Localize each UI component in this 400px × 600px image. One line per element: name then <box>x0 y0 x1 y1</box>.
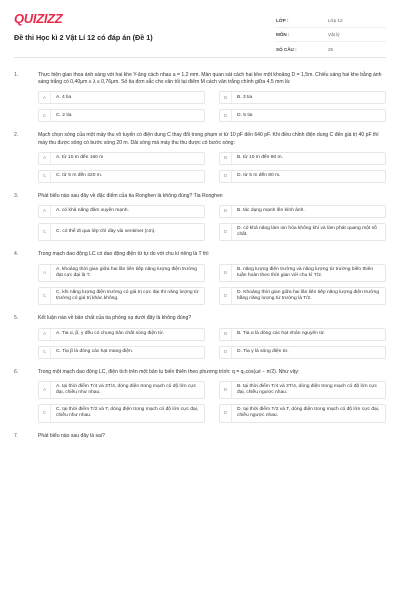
option-letter: A <box>39 153 51 164</box>
option-text: C. tại thời điểm T/2 và T, dòng điện trong mạch có độ lớn cực đại, chiều như nhau. <box>56 407 199 419</box>
document-title: Đề thi Học kì 2 Vật Lí 12 có đáp án (Đề 1) <box>14 33 153 42</box>
option-text: B. tác dụng mạnh lên kính ảnh. <box>237 208 305 214</box>
answer-option[interactable] <box>219 381 386 399</box>
question-text: Trong mạch dao động LC có dao động điện từ tự do với chu kì riêng là T thì <box>38 251 209 258</box>
quizizz-logo: QUIZIZZ <box>14 11 63 26</box>
option-letter: C <box>39 405 51 421</box>
option-letter: B <box>220 382 232 398</box>
question-header <box>14 72 386 86</box>
answer-option[interactable] <box>38 91 205 104</box>
option-text: D. Tia γ là sóng điện từ. <box>237 349 289 355</box>
question-list <box>14 58 386 440</box>
meta-row-subject <box>276 28 386 42</box>
option-text: A. Tia α, β, γ đều có chung bản chất sóng điện từ. <box>56 331 165 337</box>
option-text: A. khoảng thời gian giữa hai lần liên tiếp năng lượng điện trường đạt cực đại là T. <box>56 266 197 278</box>
question-number: 7. <box>14 432 19 439</box>
answer-option[interactable] <box>219 264 386 282</box>
question-block <box>14 315 386 358</box>
meta-row-class <box>276 14 386 28</box>
question-header <box>14 132 386 146</box>
option-text: B. Tia α là dòng các hạt nhân nguyên tử. <box>237 331 326 337</box>
answer-option[interactable] <box>219 170 386 183</box>
question-number: 6. <box>14 368 19 375</box>
option-text: A. tại thời điểm T/4 và 3T/4, dòng điện trong mạch có độ lớn cực đại, chiều như nhau. <box>56 383 197 396</box>
question-number: 4. <box>14 251 19 258</box>
option-letter: C <box>39 224 51 240</box>
answer-option[interactable] <box>38 205 205 218</box>
option-letter: B <box>220 153 232 164</box>
answer-option[interactable] <box>38 264 205 282</box>
meta-key: MÔN : <box>276 32 290 37</box>
option-letter: C <box>39 288 51 304</box>
answer-option[interactable] <box>219 109 386 122</box>
answer-option[interactable] <box>38 223 205 241</box>
option-letter: B <box>220 92 232 103</box>
answer-option[interactable] <box>38 346 205 359</box>
question-header <box>14 251 386 258</box>
option-text: B. tại thời điểm T/4 và 3T/4, dòng điện trong mạch có độ lớn cực đại, chiều ngược nhau. <box>237 383 378 396</box>
option-text: A. từ 10 m đến 160 m <box>56 155 104 161</box>
option-text: D. tại thời điểm T/2 và T, dòng điện trong mạch có độ lớn cực đại, chiều ngược nhau. <box>237 407 380 419</box>
option-letter: B <box>220 206 232 217</box>
question-text: Phát biểu nào sau đây về đặc điểm của tia Ronghen là không đúng? Tia Ronghen <box>38 192 223 199</box>
option-text: C. có thể đi qua lớp chì dày vài xentimet (cm). <box>56 229 156 235</box>
meta-value: Vật lý <box>328 32 340 37</box>
page-header <box>14 0 386 58</box>
question-block <box>14 433 386 440</box>
answer-options <box>14 152 386 183</box>
option-text: D. Khoảng thời gian giữa hai lần liên tiếp năng lượng điện trường bằng năng lượng từ trường là T/2. <box>237 290 380 302</box>
meta-value: Lớp 12 <box>328 18 343 23</box>
option-letter: D <box>220 224 232 240</box>
answer-option[interactable] <box>219 152 386 165</box>
option-text: A. có khả năng đâm xuyên mạnh. <box>56 208 129 214</box>
answer-options <box>14 91 386 122</box>
meta-row-count <box>276 42 386 56</box>
meta-key: LỚP : <box>276 18 289 23</box>
question-block <box>14 72 386 122</box>
option-letter: A <box>39 92 51 103</box>
answer-option[interactable] <box>38 152 205 165</box>
option-text: B. 3 tia <box>237 94 253 100</box>
option-letter: C <box>39 171 51 182</box>
option-text: D. từ 5 m đến 80 m. <box>237 173 281 179</box>
question-block <box>14 369 386 423</box>
option-letter: A <box>39 382 51 398</box>
question-block <box>14 193 386 242</box>
option-letter: D <box>220 288 232 304</box>
question-block <box>14 132 386 182</box>
option-letter: D <box>220 171 232 182</box>
question-text: Trong một mạch dao động LC, điện tích trên một bản tụ biến thiên theo phương trình: q = q₀cos(ωt − π/2). Như vậy: <box>38 368 300 375</box>
question-block <box>14 251 386 305</box>
option-letter: D <box>220 110 232 121</box>
option-letter: A <box>39 329 51 340</box>
question-text: Kết luận nào về bản chất của tia phóng xạ dưới đây là không đúng? <box>38 315 192 322</box>
question-number: 1. <box>14 72 19 78</box>
meta-key: SỐ CÂU : <box>276 46 297 52</box>
meta-info <box>276 14 386 56</box>
option-text: D. có khả năng làm ion hóa không khí và làm phát quang một số chất. <box>237 226 377 238</box>
option-letter: A <box>39 206 51 217</box>
question-text: Mạch chọn sóng của một máy thu vô tuyến có điện dung C thay đổi trong phạm vi từ 10 pF đến 640 pF. Khi điều chỉnh điện dung C đến giá trị 40 pF thì máy thu được sóng có bước sóng 20 m. Dải sóng mà máy thu thu được có bước sóng: <box>38 132 379 146</box>
answer-option[interactable] <box>219 328 386 341</box>
answer-option[interactable] <box>219 346 386 359</box>
answer-option[interactable] <box>38 170 205 183</box>
option-text: B. năng lượng điện trường và năng lượng từ trường biến thiên tuần hoàn theo thời gian với chu kì T/2. <box>237 266 374 278</box>
option-letter: D <box>220 347 232 358</box>
answer-options <box>14 381 386 423</box>
option-text: C. từ 5 m đến 320 m. <box>56 173 103 179</box>
option-letter: C <box>39 347 51 358</box>
option-text: C. Tia β là dòng các hạt mang điện. <box>56 349 134 355</box>
answer-options <box>14 264 386 306</box>
question-header <box>14 315 386 322</box>
answer-option[interactable] <box>38 381 205 399</box>
answer-option[interactable] <box>219 287 386 305</box>
answer-option[interactable] <box>38 287 205 305</box>
question-text: Thực hiện giao thoa ánh sáng với hai khe Y-âng cách nhau a = 1,2 mm. Màn quan sát cách hai khe một khoảng D = 1,5m. Chiếu sáng hai khe bằng ánh sáng trắng có 0,40μm ≤ λ ≤ 0,76μm. Số tia đơn sắc cho vân tối tại điểm M cách vân trắng chính giữa 4,5 mm là: <box>38 72 382 86</box>
answer-option[interactable] <box>38 328 205 341</box>
question-number: 3. <box>14 192 19 199</box>
option-text: D. 5 tia <box>237 112 253 118</box>
option-letter: D <box>220 405 232 421</box>
answer-option[interactable] <box>219 223 386 241</box>
answer-options <box>14 205 386 241</box>
answer-options <box>14 328 386 359</box>
question-header <box>14 193 386 200</box>
question-header <box>14 369 386 376</box>
answer-option[interactable] <box>38 404 205 422</box>
option-text: A. 4 tia <box>56 94 72 100</box>
option-text: B. từ 10 m đến 80 m. <box>237 155 283 161</box>
answer-option[interactable] <box>38 109 205 122</box>
answer-option[interactable] <box>219 91 386 104</box>
question-header <box>14 433 386 440</box>
option-letter: B <box>220 265 232 281</box>
option-letter: C <box>39 110 51 121</box>
question-text: Phát biểu nào sau đây là sai? <box>38 432 105 439</box>
question-number: 5. <box>14 315 19 322</box>
answer-option[interactable] <box>219 404 386 422</box>
meta-value: 25 <box>328 46 334 52</box>
answer-option[interactable] <box>219 205 386 218</box>
option-letter: B <box>220 329 232 340</box>
option-text: C. khi năng lượng điện trường có giá trị cực đại thì năng lượng từ trường có giá trị khác không. <box>56 290 199 302</box>
option-text: C. 2 tia <box>56 112 72 118</box>
question-number: 2. <box>14 132 19 139</box>
option-letter: A <box>39 265 51 281</box>
